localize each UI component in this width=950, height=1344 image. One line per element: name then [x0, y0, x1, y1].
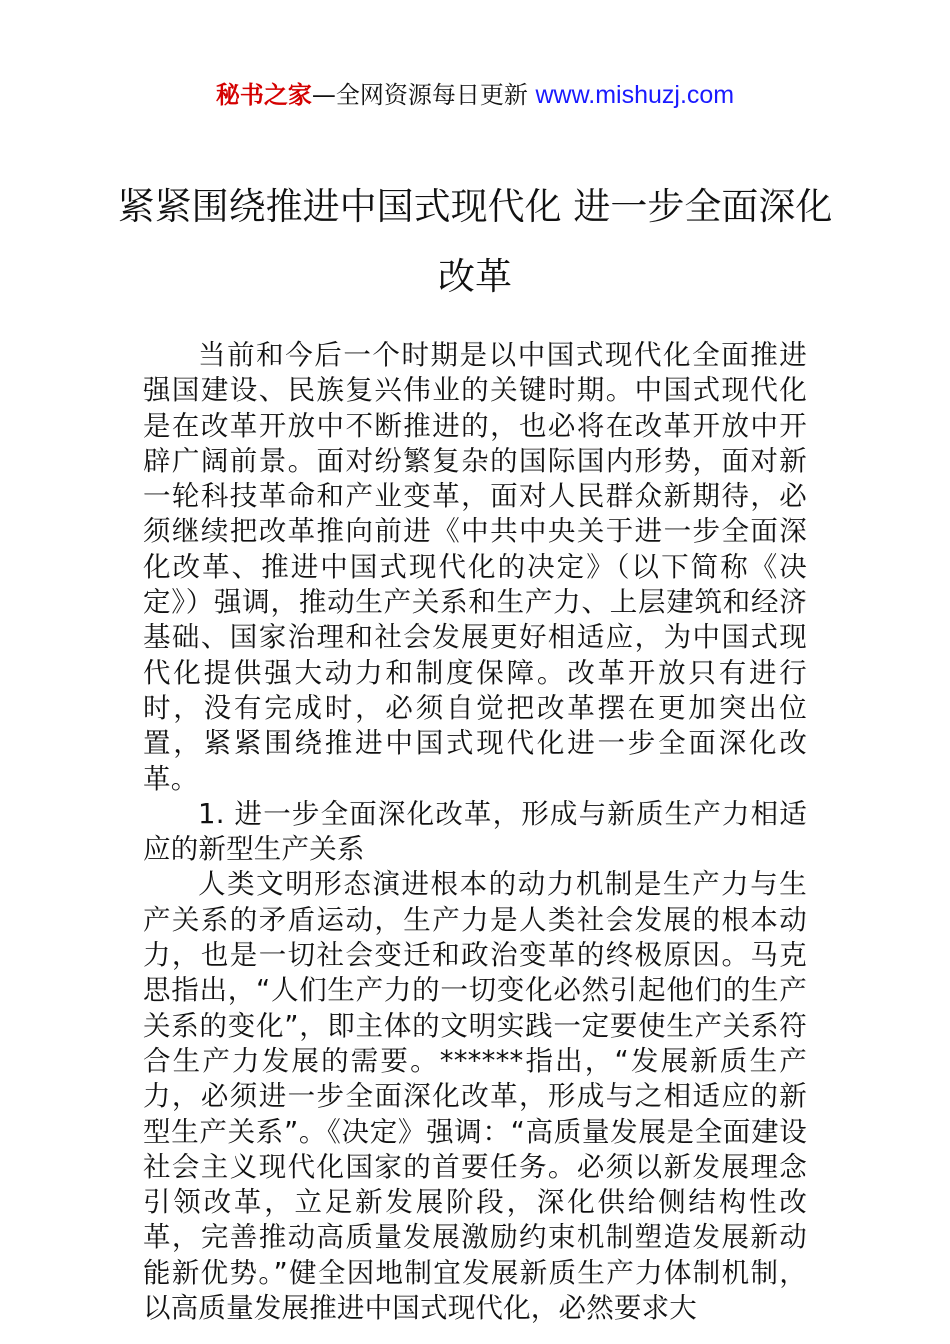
intro-paragraph: 当前和今后一个时期是以中国式现代化全面推进强国建设、民族复兴伟业的关键时期。中国式现代化是在改革开放中不断推进的，也必将在改革开放中开辟广阔前景。面对纷繁复杂的国际国内形势，面对新一轮科技革命和产业变革，面对人民群众新期待，必须继续把改革推向前进《中共中央关于进一步全面深化改革、推进中国式现代化的决定》（以下简称《决定》）强调，推动生产关系和生产力、上层建筑和经济基础、国家治理和社会发展更好相适应，为中国式现代化提供强大动力和制度保障。改革开放只有进行时，没有完成时，必须自觉把改革摆在更加突出位置，紧紧围绕推进中国式现代化进一步全面深化改革。	[143, 339, 807, 795]
site-header	[0, 78, 950, 112]
document-body	[143, 338, 807, 1326]
section-heading: 1. 进一步全面深化改革，形成与新质生产力相适应的新型生产关系	[143, 797, 807, 866]
brand-name: 秘书之家	[215, 81, 312, 109]
section-paragraph: 人类文明形态演进根本的动力机制是生产力与生产关系的矛盾运动，生产力是人类社会发展的根本动力，也是一切社会变迁和政治变革的终极原因。马克思指出，“人们生产力的一切变化必然引起他们的生产关系的变化”，即主体的文明实践一定要使生产关系符合生产力发展的需要。******指出，“发展新质生产力，必须进一步全面深化改革，形成与之相适应的新型生产关系”。《决定》强调：“高质量发展是全面建设社会主义现代化国家的首要任务。必须以新发展理念引领改革，立足新发展阶段，深化供给侧结构性改革，完善推动高质量发展激励约束机制塑造发展新动能新优势。”健全因地制宜发展新质生产力体制机制，以高质量发展推进中国式现代化，必然要求大	[143, 868, 807, 1325]
site-url-link[interactable]: www.mishuzj.com	[535, 81, 735, 109]
document-title: 紧紧围绕推进中国式现代化 进一步全面深化改革	[117, 185, 833, 298]
header-tagline: —全网资源每日更新	[311, 81, 536, 109]
